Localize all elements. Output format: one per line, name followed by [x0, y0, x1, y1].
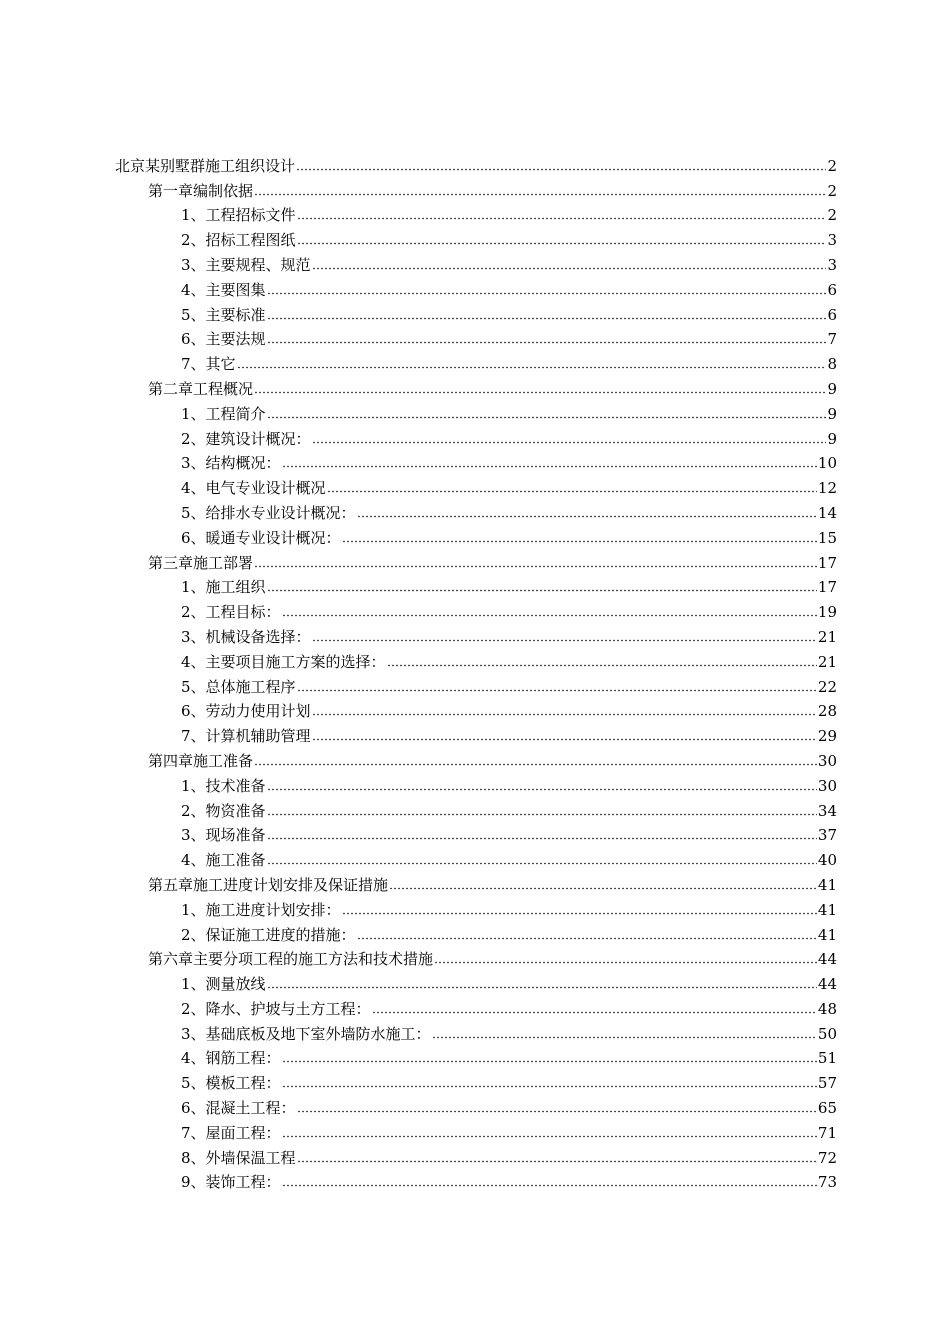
toc-entry-title: 北京某别墅群施工组织设计	[115, 156, 296, 175]
toc-entry-title: 4、电气专业设计概况	[181, 479, 326, 498]
dot-leader	[267, 857, 817, 865]
toc-page-number: 9	[827, 379, 837, 398]
toc-section-entry[interactable]	[0, 1142, 950, 1167]
toc-page-number: 17	[817, 553, 837, 572]
toc-chapter-entry[interactable]	[0, 175, 950, 200]
dot-leader	[297, 1155, 817, 1163]
toc-page-number: 15	[817, 528, 837, 547]
dot-leader	[254, 188, 826, 196]
toc-page-number: 40	[817, 851, 837, 870]
toc-page-number: 44	[817, 975, 837, 994]
toc-section-entry[interactable]	[0, 1167, 950, 1192]
dot-leader	[357, 510, 817, 518]
toc-page-number: 21	[817, 652, 837, 671]
toc-page-number: 2	[827, 181, 837, 200]
dot-leader	[267, 808, 817, 816]
toc-section-entry[interactable]	[0, 621, 950, 646]
toc-section-entry[interactable]	[0, 894, 950, 919]
toc-section-entry[interactable]	[0, 348, 950, 373]
toc-entry-title: 6、混凝土工程：	[181, 1099, 296, 1118]
dot-leader	[254, 560, 817, 568]
toc-section-entry[interactable]	[0, 1092, 950, 1117]
toc-page-number: 44	[817, 950, 837, 969]
dot-leader	[254, 758, 817, 766]
dot-leader	[267, 584, 817, 592]
toc-page-number: 41	[817, 925, 837, 944]
toc-page-number: 6	[827, 280, 837, 299]
toc-section-entry[interactable]	[0, 968, 950, 993]
toc-page-number: 8	[827, 355, 837, 374]
table-of-contents	[0, 150, 950, 1191]
toc-section-entry[interactable]	[0, 299, 950, 324]
toc-entry-title: 7、屋面工程：	[181, 1123, 281, 1142]
dot-leader	[389, 882, 817, 890]
toc-entry-title: 2、招标工程图纸	[181, 231, 296, 250]
toc-section-entry[interactable]	[0, 844, 950, 869]
toc-entry-title: 8、外墙保温工程	[181, 1148, 296, 1167]
toc-page-number: 48	[817, 999, 837, 1018]
toc-entry-title: 4、主要项目施工方案的选择：	[181, 652, 386, 671]
toc-section-entry[interactable]	[0, 1067, 950, 1092]
toc-entry-title: 7、其它	[181, 355, 236, 374]
dot-leader	[282, 1179, 817, 1187]
dot-leader	[312, 634, 817, 642]
toc-page-number: 71	[817, 1123, 837, 1142]
dot-leader	[267, 312, 827, 320]
dot-leader	[282, 1055, 817, 1063]
toc-entry-title: 3、机械设备选择：	[181, 627, 311, 646]
dot-leader	[312, 262, 827, 270]
dot-leader	[342, 535, 817, 543]
toc-entry-title: 第四章施工准备	[148, 751, 254, 770]
toc-entry-title: 2、建筑设计概况：	[181, 429, 311, 448]
toc-entry-title: 6、暖通专业设计概况：	[181, 528, 341, 547]
toc-section-entry[interactable]	[0, 696, 950, 721]
toc-page-number: 2	[827, 206, 837, 225]
toc-page-number: 10	[817, 454, 837, 473]
toc-entry-title: 1、施工组织	[181, 578, 266, 597]
toc-entry-title: 3、结构概况：	[181, 454, 281, 473]
dot-leader	[254, 386, 826, 394]
toc-entry-title: 7、计算机辅助管理	[181, 727, 311, 746]
dot-leader	[282, 1080, 817, 1088]
dot-leader	[297, 684, 817, 692]
toc-page-number: 41	[817, 875, 837, 894]
toc-section-entry[interactable]	[0, 274, 950, 299]
toc-entry-title: 2、保证施工进度的措施：	[181, 925, 356, 944]
dot-leader	[434, 956, 817, 964]
toc-entry-title: 3、基础底板及地下室外墙防水施工：	[181, 1024, 431, 1043]
toc-entry-title: 2、工程目标：	[181, 603, 281, 622]
toc-section-entry[interactable]	[0, 497, 950, 522]
dot-leader	[282, 460, 817, 468]
toc-chapter-entry[interactable]	[0, 944, 950, 969]
toc-page-number: 73	[817, 1173, 837, 1192]
toc-section-entry[interactable]	[0, 596, 950, 621]
toc-entry-title: 1、工程简介	[181, 404, 266, 423]
toc-entry-title: 1、施工进度计划安排：	[181, 900, 341, 919]
dot-leader	[312, 733, 817, 741]
toc-chapter-entry[interactable]	[0, 547, 950, 572]
toc-section-entry[interactable]	[0, 770, 950, 795]
dot-leader	[327, 485, 817, 493]
toc-chapter-entry[interactable]	[0, 373, 950, 398]
dot-leader	[267, 287, 827, 295]
toc-chapter-entry[interactable]	[0, 869, 950, 894]
toc-page-number: 19	[817, 603, 837, 622]
toc-section-entry[interactable]	[0, 646, 950, 671]
toc-entry-title: 9、装饰工程：	[181, 1173, 281, 1192]
toc-section-entry[interactable]	[0, 224, 950, 249]
toc-section-entry[interactable]	[0, 324, 950, 349]
toc-document-title-entry[interactable]	[0, 150, 950, 175]
toc-section-entry[interactable]	[0, 671, 950, 696]
dot-leader	[342, 907, 817, 915]
toc-section-entry[interactable]	[0, 795, 950, 820]
dot-leader	[267, 981, 817, 989]
toc-section-entry[interactable]	[0, 572, 950, 597]
toc-entry-title: 5、总体施工程序	[181, 677, 296, 696]
toc-page-number: 72	[817, 1148, 837, 1167]
toc-section-entry[interactable]	[0, 472, 950, 497]
dot-leader	[237, 361, 827, 369]
toc-page-number: 3	[827, 231, 837, 250]
toc-entry-title: 5、给排水专业设计概况：	[181, 503, 356, 522]
toc-page-number: 7	[827, 330, 837, 349]
toc-page-number: 2	[827, 156, 837, 175]
toc-entry-title: 第五章施工进度计划安排及保证措施	[148, 875, 389, 894]
toc-page-number: 57	[817, 1074, 837, 1093]
toc-entry-title: 1、测量放线	[181, 975, 266, 994]
toc-section-entry[interactable]	[0, 249, 950, 274]
toc-entry-title: 第一章编制依据	[148, 181, 254, 200]
toc-section-entry[interactable]	[0, 398, 950, 423]
toc-entry-title: 第三章施工部署	[148, 553, 254, 572]
toc-entry-title: 2、物资准备	[181, 801, 266, 820]
toc-page-number: 41	[817, 900, 837, 919]
toc-entry-title: 4、施工准备	[181, 851, 266, 870]
dot-leader	[312, 708, 817, 716]
dot-leader	[312, 436, 827, 444]
toc-page-number: 6	[827, 305, 837, 324]
toc-entry-title: 第六章主要分项工程的施工方法和技术措施	[148, 950, 434, 969]
toc-page-number: 17	[817, 578, 837, 597]
toc-page-number: 14	[817, 503, 837, 522]
dot-leader	[267, 336, 827, 344]
dot-leader	[297, 212, 827, 220]
dot-leader	[357, 932, 817, 940]
toc-page-number: 3	[827, 255, 837, 274]
dot-leader	[297, 237, 827, 245]
toc-entry-title: 第二章工程概况	[148, 379, 254, 398]
dot-leader	[432, 1031, 817, 1039]
toc-section-entry[interactable]	[0, 820, 950, 845]
toc-entry-title: 3、现场准备	[181, 826, 266, 845]
toc-entry-title: 5、模板工程：	[181, 1074, 281, 1093]
toc-page-number: 9	[827, 429, 837, 448]
toc-page-number: 50	[817, 1024, 837, 1043]
toc-page-number: 29	[817, 727, 837, 746]
toc-section-entry[interactable]	[0, 720, 950, 745]
toc-section-entry[interactable]	[0, 993, 950, 1018]
dot-leader	[387, 659, 817, 667]
dot-leader	[267, 411, 827, 419]
toc-section-entry[interactable]	[0, 1018, 950, 1043]
toc-entry-title: 4、主要图集	[181, 280, 266, 299]
toc-page-number: 65	[817, 1099, 837, 1118]
toc-section-entry[interactable]	[0, 1117, 950, 1142]
toc-page-number: 30	[817, 776, 837, 795]
toc-entry-title: 3、主要规程、规范	[181, 255, 311, 274]
toc-entry-title: 4、钢筋工程：	[181, 1049, 281, 1068]
toc-chapter-entry[interactable]	[0, 745, 950, 770]
toc-page-number: 28	[817, 702, 837, 721]
toc-section-entry[interactable]	[0, 423, 950, 448]
toc-entry-title: 5、主要标准	[181, 305, 266, 324]
toc-page-number: 51	[817, 1049, 837, 1068]
dot-leader	[372, 1006, 817, 1014]
toc-page-number: 34	[817, 801, 837, 820]
toc-entry-title: 1、技术准备	[181, 776, 266, 795]
toc-entry-title: 1、工程招标文件	[181, 206, 296, 225]
toc-section-entry[interactable]	[0, 1043, 950, 1068]
toc-section-entry[interactable]	[0, 200, 950, 225]
toc-page-number: 12	[817, 479, 837, 498]
toc-page-number: 30	[817, 751, 837, 770]
toc-page-number: 37	[817, 826, 837, 845]
toc-section-entry[interactable]	[0, 522, 950, 547]
toc-page-number: 22	[817, 677, 837, 696]
toc-entry-title: 6、主要法规	[181, 330, 266, 349]
toc-page-number: 9	[827, 404, 837, 423]
dot-leader	[296, 163, 826, 171]
toc-section-entry[interactable]	[0, 919, 950, 944]
dot-leader	[282, 609, 817, 617]
dot-leader	[267, 832, 817, 840]
toc-entry-title: 2、降水、护坡与土方工程：	[181, 999, 371, 1018]
dot-leader	[282, 1130, 817, 1138]
dot-leader	[267, 783, 817, 791]
toc-entry-title: 6、劳动力使用计划	[181, 702, 311, 721]
toc-page-number: 21	[817, 627, 837, 646]
toc-section-entry[interactable]	[0, 448, 950, 473]
dot-leader	[297, 1105, 817, 1113]
